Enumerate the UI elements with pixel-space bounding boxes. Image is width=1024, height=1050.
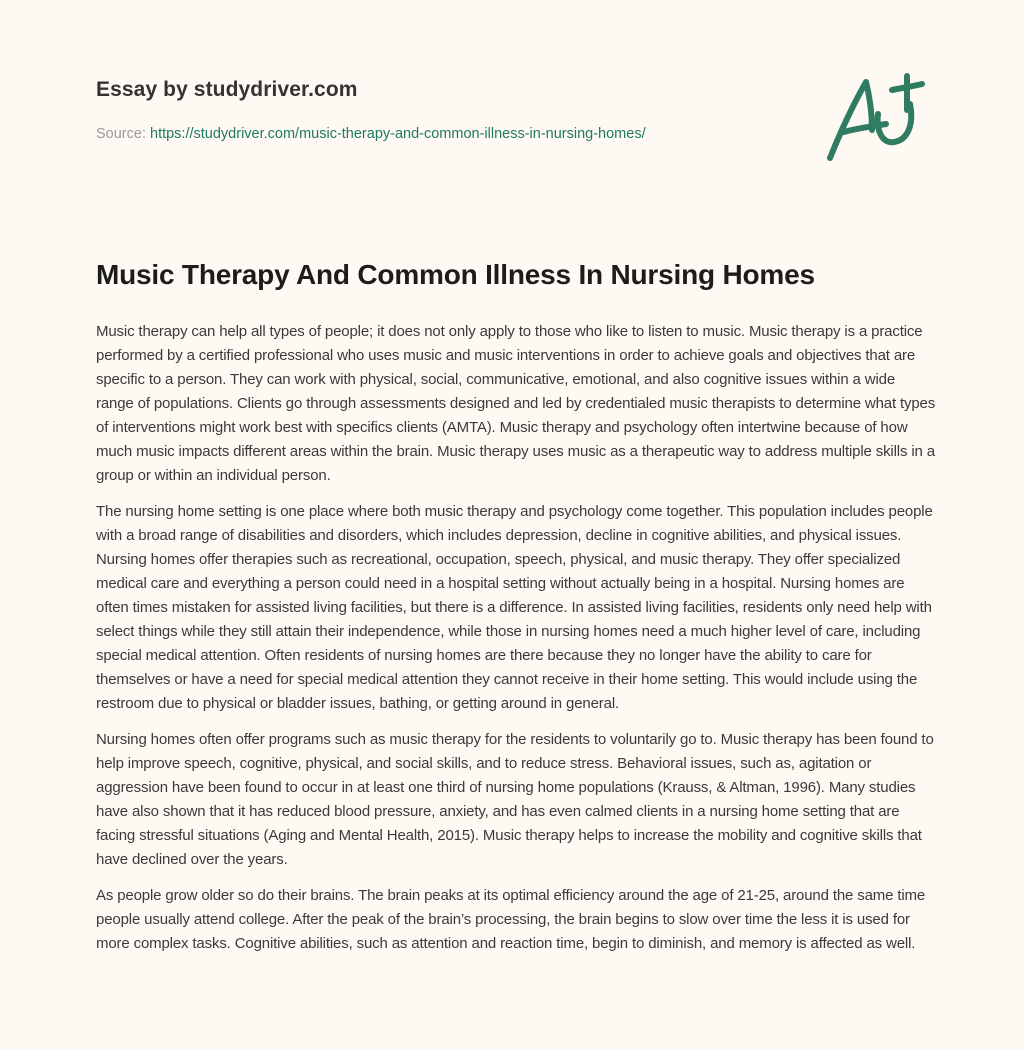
site-title: Essay by studydriver.com bbox=[96, 78, 358, 101]
article-title: Music Therapy And Common Illness In Nursing Homes bbox=[96, 259, 815, 290]
paragraph-3: Nursing homes often offer programs such as music therapy for the residents to voluntarily go to. Music therapy has been found to help improve speech, cognitive, physical, and social skills, and to reduce stress. Behavioral issues, such as, agitation or aggression have been found to occur in at least one third of nursing home populations (Krauss, & Altman, 1996). Many studies have also shown that it has reduced blood pressure, anxiety, and has even calmed clients in a nursing home setting that are facing stressful situations (Aging and Mental Health, 2015). Music therapy helps to increase the mobility and cognitive skills that have declined over the years. bbox=[96, 731, 934, 868]
source-label: Source: bbox=[96, 126, 150, 142]
article-body bbox=[96, 320, 936, 956]
essay-header bbox=[96, 76, 856, 144]
source-link[interactable]: https://studydriver.com/music-therapy-and-common-illness-in-nursing-homes/ bbox=[150, 126, 646, 142]
essay-article bbox=[96, 256, 936, 968]
paragraph-4: As people grow older so do their brains. The brain peaks at its optimal efficiency around the age of 21-25, around the same time people usually attend college. After the peak of the brain’s processing, the brain begins to slow over time the less it is used for more complex tasks. Cognitive abilities, such as attention and reaction time, begin to diminish, and memory is affected as well. bbox=[96, 887, 926, 952]
source-line bbox=[96, 124, 856, 144]
paragraph-2: The nursing home setting is one place where both music therapy and psychology come together. This population includes people with a broad range of disabilities and disorders, which includes depression, decline in cognitive abilities, and physical issues. Nursing homes offer therapies such as recreational, occupation, speech, physical, and music therapy. They offer specialized medical care and everything a person could need in a hospital setting without actually being in a hospital. Nursing homes are often times mistaken for assisted living facilities, but there is a difference. In assisted living facilities, residents only need help with select things while they still attain their independence, while those in nursing homes need a much higher level of care, including special medical attention. Often residents of nursing homes are there because they no longer have the ability to care for themselves or have a need for special medical attention they cannot receive in their home setting. This would include using the restroom due to physical or bladder issues, bathing, or getting around in general. bbox=[96, 503, 933, 712]
paragraph-1: Music therapy can help all types of people; it does not only apply to those who like to listen to music. Music therapy is a practice performed by a certified professional who uses music and music interventions in order to achieve goals and objectives that are specific to a person. They can work with physical, social, communicative, emotional, and also cognitive issues within a wide range of populations. Clients go through assessments designed and led by credentialed music therapists to determine what types of interventions might work best with specifics clients (AMTA). Music therapy and psychology often intertwine because of how much music impacts different areas within the brain. Music therapy uses music as a therapeutic way to address multiple skills in a group or within an individual person. bbox=[96, 323, 936, 484]
a-plus-grade-icon bbox=[822, 68, 932, 168]
